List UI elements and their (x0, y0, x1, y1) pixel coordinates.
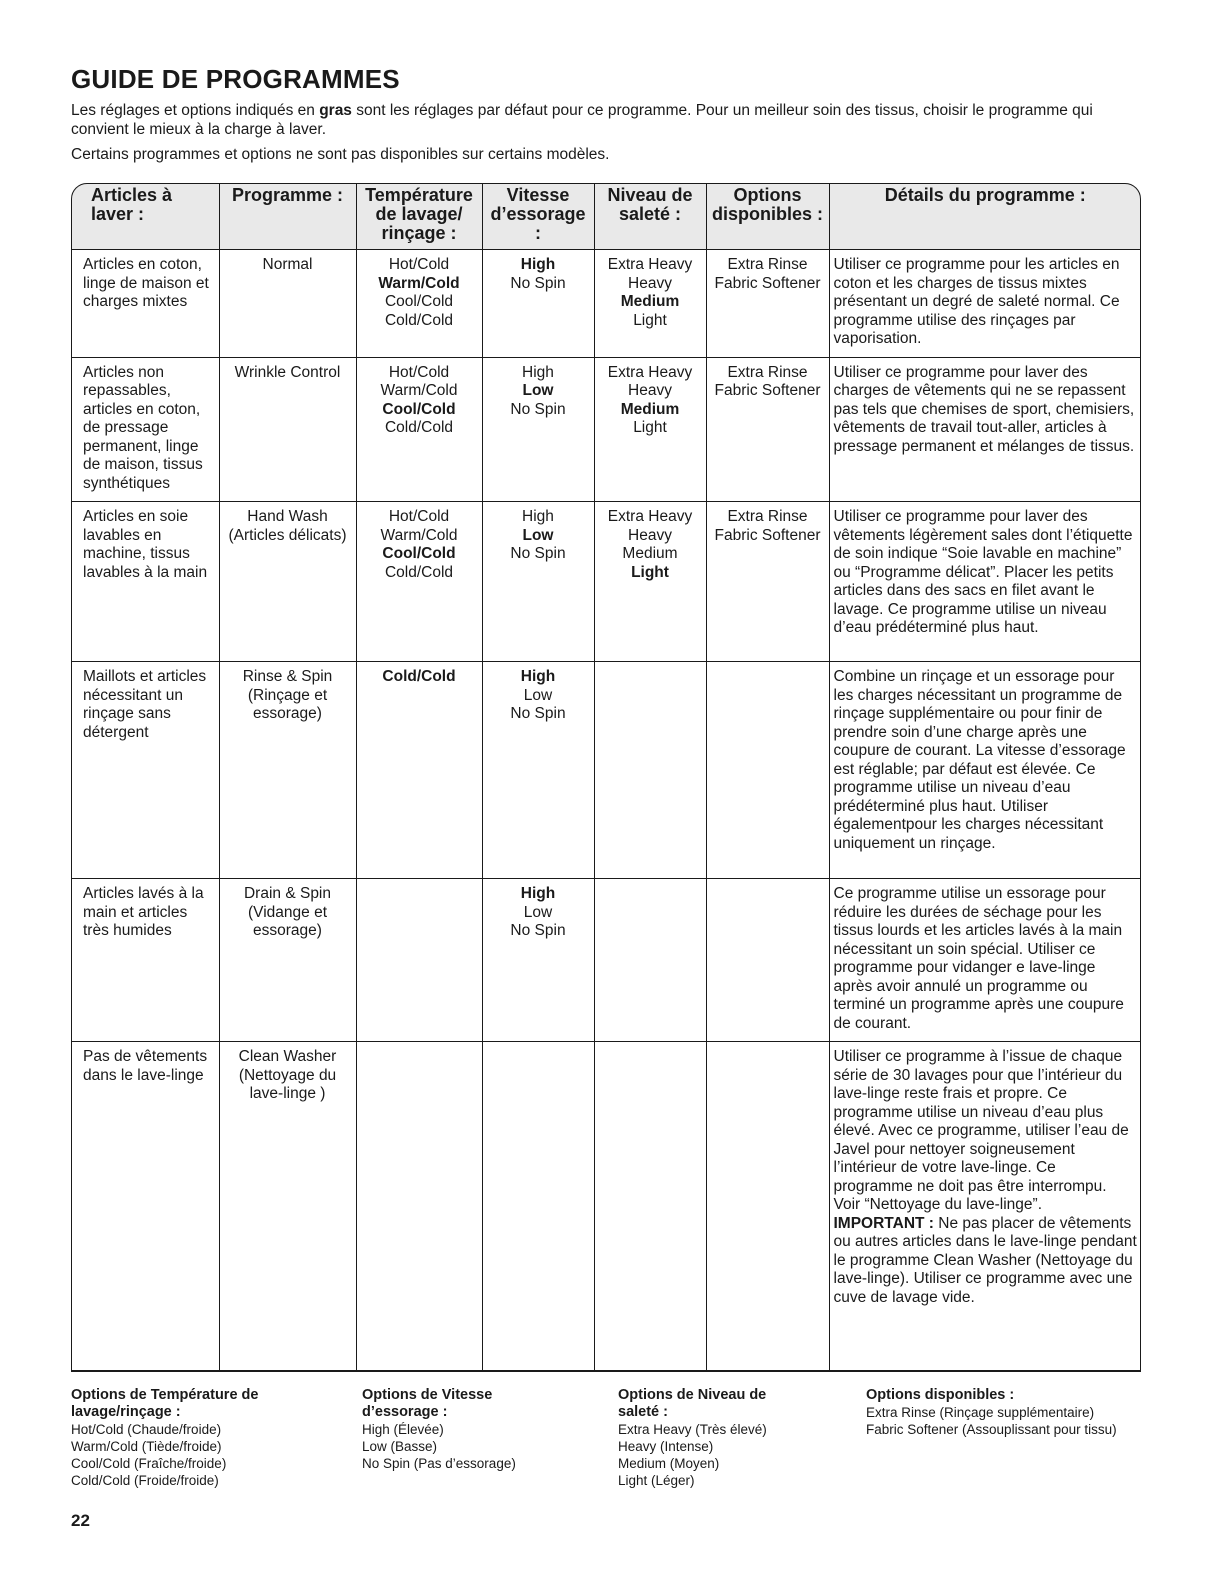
footer-legend-item: Extra Heavy (Très élevé) (618, 1422, 767, 1437)
footer-legend-title: Options de Vitesse d’essorage : (362, 1387, 493, 1420)
intro-text (71, 101, 1146, 170)
cell-value: Heavy (628, 274, 672, 292)
cell-articles: Articles en soie lavables en machine, tissus lavables à la main (71, 502, 219, 662)
header-spin-speed: Vitesse d’essorage : (482, 183, 594, 250)
cell-value: No Spin (510, 400, 566, 418)
table-row (71, 357, 1141, 502)
footer-legend-item: Extra Rinse (Rinçage supplémentaire) (866, 1405, 1095, 1420)
cell-programme: Clean Washer (Nettoyage du lave-linge ) (219, 1042, 356, 1372)
cell-programme: Hand Wash (Articles délicats) (219, 502, 356, 662)
intro-paragraph-1 (71, 101, 1146, 139)
cell-value: High (522, 508, 554, 525)
details-text: Utiliser ce programme pour les articles en coton et les charges de tissus mixtes présentant un degré de saleté normal. Ce programme utilise des rinçages par vaporisation. (833, 256, 1120, 347)
cell-programme: Rinse & Spin (Rinçage et essorage) (219, 662, 356, 879)
footer-legend-item: Low (Basse) (362, 1439, 438, 1454)
cell-value: Warm/Cold (380, 382, 458, 399)
page-title: GUIDE DE PROGRAMMES (71, 64, 400, 94)
cell-options (706, 250, 829, 358)
intro-p1-start: Les réglages et options indiqués en (71, 102, 320, 119)
cell-value: Heavy (628, 382, 672, 399)
cell-temperature (356, 250, 482, 358)
header-options: Options disponibles : (706, 183, 829, 250)
cell-value: Light (633, 419, 667, 436)
cell-articles: Maillots et articles nécessitant un rinçage sans détergent (71, 662, 219, 879)
footer-legend-item: High (Élevée) (362, 1422, 444, 1437)
cell-details (829, 250, 1141, 358)
footer-legend-item: Fabric Softener (Assouplissant pour tissu) (866, 1422, 1117, 1437)
cell-value: Extra Rinse (727, 508, 808, 525)
cell-details (829, 662, 1141, 879)
cell-programme: Drain & Spin (Vidange et essorage) (219, 879, 356, 1042)
header-temperature: Température de lavage/ rinçage : (356, 183, 482, 250)
table-row (71, 879, 1141, 1042)
cell-soil-level (594, 502, 706, 662)
table-row (71, 250, 1141, 358)
footer-legend-column (71, 1387, 271, 1489)
cell-temperature (356, 1042, 482, 1372)
cell-soil-level (594, 1042, 706, 1372)
intro-p1-bold: gras (319, 102, 352, 119)
cell-options (706, 502, 829, 662)
important-label: IMPORTANT : (833, 1214, 934, 1232)
cell-value: Low (523, 686, 553, 704)
header-programme: Programme : (219, 183, 356, 250)
table-header-row (71, 183, 1141, 250)
cell-value: Light (633, 311, 667, 329)
header-soil-level: Niveau de saleté : (594, 183, 706, 250)
intro-paragraph-2: Certains programmes et options ne sont pas disponibles sur certains modèles. (71, 146, 610, 163)
cell-value: Extra Heavy (607, 508, 693, 525)
cell-soil-level (594, 879, 706, 1042)
footer-legend-item: Heavy (Intense) (618, 1439, 714, 1454)
cell-spin-speed (482, 357, 594, 502)
program-guide-table (71, 183, 1141, 1372)
cell-value: Fabric Softener (714, 382, 821, 399)
cell-temperature (356, 879, 482, 1042)
cell-value: Medium (620, 293, 680, 310)
cell-spin-speed (482, 1042, 594, 1372)
details-text: Utiliser ce programme pour laver des vêtements légèrement sales dont l’étiquette de soin indique “Soie lavable en machine” ou “Programme délicat”. Placer les petits articles dans des sacs en filet avant le lavage. Ce programme utilise un niveau d’eau prédéterminé plus haut. (833, 508, 1133, 636)
cell-articles: Articles en coton, linge de maison et charges mixtes (71, 250, 219, 358)
cell-temperature (356, 357, 482, 502)
cell-articles: Articles non repassables, articles en coton, de pressage permanent, linge de maison, tissus synthétiques (71, 357, 219, 502)
footer-legend-item: Cold/Cold (Froide/froide) (71, 1473, 219, 1488)
cell-value: Low (522, 382, 554, 399)
cell-details (829, 1042, 1141, 1372)
details-text: Utiliser ce programme à l’issue de chaque série de 30 lavages pour que l’intérieur du lave-linge reste frais et propre. Ce programme utilise un niveau d’eau plus élevé. Avec ce programme, utiliser l’eau de Javel pour nettoyer soigneusement l’intérieur de votre lave-linge. Ce programme ne doit pas être interrompu. Voir “Nettoyage du lave-linge”. (833, 1048, 1129, 1213)
cell-soil-level (594, 357, 706, 502)
footer-legend-item: Warm/Cold (Tiède/froide) (71, 1439, 222, 1454)
cell-details (829, 502, 1141, 662)
footer-legend-column (866, 1387, 1117, 1438)
cell-details (829, 357, 1141, 502)
footer-legend-column (618, 1387, 768, 1489)
cell-value: Cold/Cold (384, 311, 454, 329)
cell-value: Cold/Cold (384, 563, 454, 581)
cell-details (829, 879, 1141, 1042)
cell-value: Fabric Softener (714, 526, 821, 544)
cell-options (706, 662, 829, 879)
cell-value: High (520, 256, 556, 273)
cell-value: No Spin (510, 705, 566, 722)
details-text: Ce programme utilise un essorage pour réduire les durées de séchage pour les tissus lourds et les articles lavés à la main nécessitant un soin spécial. Utiliser ce programme pour vidanger e lave-linge après avoir annulé un programme ou terminé un programme après une coupure de courant. (833, 885, 1124, 1032)
header-articles: Articles à laver : (71, 183, 219, 250)
footer-legend-item: Hot/Cold (Chaude/froide) (71, 1422, 222, 1437)
cell-programme: Normal (219, 250, 356, 358)
cell-value: Warm/Cold (380, 526, 458, 544)
cell-temperature (356, 662, 482, 879)
cell-value: Fabric Softener (714, 274, 821, 292)
cell-value: Cool/Cold (384, 293, 454, 310)
cell-articles: Articles lavés à la main et articles très humides (71, 879, 219, 1042)
cell-options (706, 357, 829, 502)
footer-legend-item: No Spin (Pas d’essorage) (362, 1456, 516, 1471)
footer-legend-item: Light (Léger) (618, 1473, 695, 1488)
cell-value: Low (523, 903, 553, 921)
footer-legend-title: Options de Température de lavage/rinçage : (71, 1387, 259, 1420)
table-row (71, 502, 1141, 662)
cell-options (706, 1042, 829, 1372)
cell-value: Cold/Cold (384, 419, 454, 436)
cell-spin-speed (482, 502, 594, 662)
important-text: Ne pas placer de vêtements ou autres articles dans le lave-linge pendant le programme Clean Washer (Nettoyage du lave-linge). Utiliser ce programme avec une cuve de lavage vide. (833, 1214, 1137, 1306)
cell-options (706, 879, 829, 1042)
cell-value: Hot/Cold (388, 256, 450, 273)
cell-value: Extra Heavy (607, 363, 693, 381)
cell-value: Extra Heavy (607, 256, 693, 273)
footer-legend-column (362, 1387, 537, 1472)
cell-value: Cool/Cold (382, 400, 456, 418)
cell-value: Low (522, 526, 554, 544)
cell-value: Cool/Cold (382, 545, 456, 562)
cell-spin-speed (482, 662, 594, 879)
table-row (71, 662, 1141, 879)
page-number: 22 (71, 1511, 90, 1530)
intro-p1-end: sont les réglages par défaut pour ce programme. Pour un meilleur soin des tissus, choisir le programme qui convient le mieux à la charge à laver. (71, 102, 1093, 138)
cell-soil-level (594, 250, 706, 358)
cell-spin-speed (482, 879, 594, 1042)
cell-value: Medium (620, 400, 680, 418)
cell-spin-speed (482, 250, 594, 358)
cell-value: High (520, 885, 556, 902)
footer-legend-item: Cool/Cold (Fraîche/froide) (71, 1456, 227, 1471)
table-row (71, 1042, 1141, 1372)
details-text: Combine un rinçage et un essorage pour les charges nécessitant un programme de rinçage supplémentaire ou pour finir de prendre soin d’une charge après une coupure de courant. La vitesse d’essorage est réglable; par défaut est élevée. Ce programme utilise un niveau d’eau prédéterminé plus haut. Utiliser égalementpour les charges nécessitant uniquement un rinçage. (833, 668, 1126, 852)
cell-value: Hot/Cold (388, 363, 450, 381)
cell-value: Extra Rinse (727, 363, 808, 381)
cell-temperature (356, 502, 482, 662)
cell-value: High (520, 668, 556, 685)
cell-value: Cold/Cold (382, 668, 456, 685)
header-details: Détails du programme : (829, 183, 1141, 250)
cell-value: No Spin (510, 274, 566, 292)
cell-value: High (522, 363, 554, 381)
cell-value: No Spin (510, 545, 566, 562)
footer-legend-title: Options de Niveau de saleté : (618, 1387, 767, 1420)
cell-value: Extra Rinse (727, 256, 808, 273)
cell-soil-level (594, 662, 706, 879)
cell-value: Light (631, 563, 669, 581)
footer-legend-title: Options disponibles : (866, 1387, 1015, 1403)
footer-legend-item: Medium (Moyen) (618, 1456, 720, 1471)
cell-value: Heavy (628, 526, 672, 544)
cell-value: No Spin (510, 922, 566, 939)
details-text: Utiliser ce programme pour laver des charges de vêtements qui ne se repassent pas tels que chemises de sport, chemisiers, vêtements de travail tout-aller, articles à pressage permanent et mélanges de tissus. (833, 363, 1135, 455)
cell-value: Hot/Cold (388, 508, 450, 525)
cell-value: Medium (622, 545, 678, 562)
cell-value: Warm/Cold (378, 274, 460, 292)
cell-programme: Wrinkle Control (219, 357, 356, 502)
cell-articles: Pas de vêtements dans le lave-linge (71, 1042, 219, 1372)
